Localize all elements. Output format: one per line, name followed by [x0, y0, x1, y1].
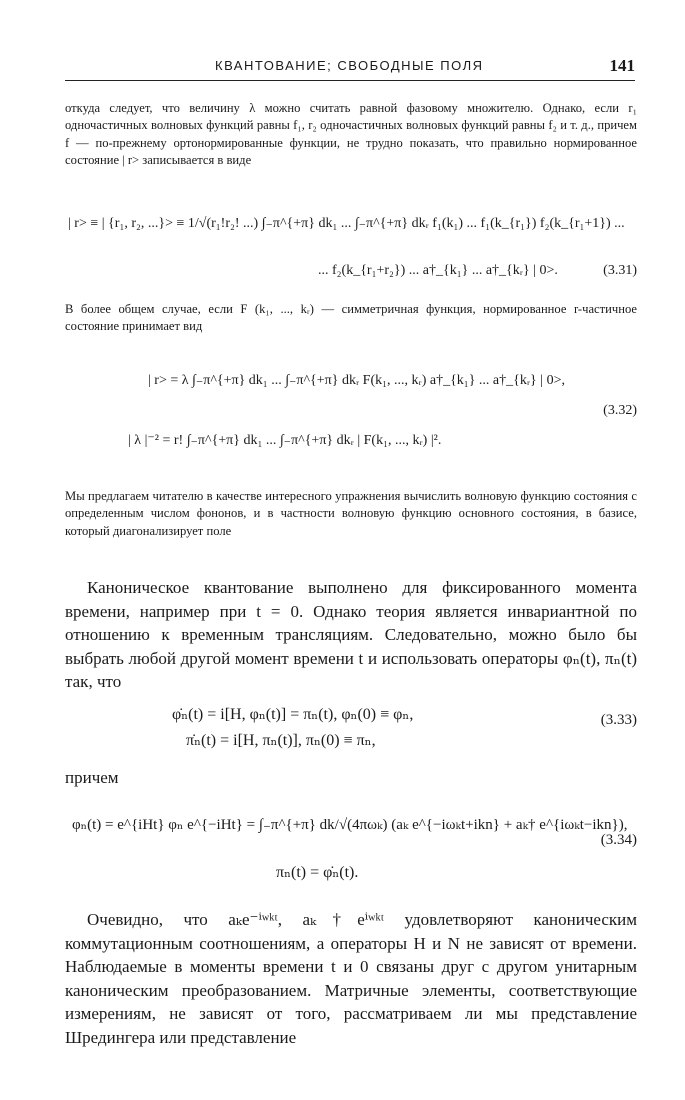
paragraph-6-text: Очевидно, что aₖe⁻ⁱʷᵏᵗ, aₖ†eⁱʷᵏᵗ удовлетворяют каноническим коммутационным соотношениям, а операторы H и N не зависят от времени. Наблюдаемые в моменты времени t и 0 связаны друг с другом унитарным каноническим преобразованием. Матричные элементы, соответствующие измерениям, не зависят от того, рассматриваем ли мы представление Шредингера или представление — [65, 910, 637, 1047]
paragraph-1-text: откуда следует, что величину λ можно считать равной фазовому множителю. Однако, если r₁ одночастичных волновых функций равны f₁, r₂ одночастичных волновых функций равны f₂ и т. д., причем f — по-прежнему ортонормированные функции, не трудно показать, что правильно нормированное состояние | r> записывается в виде — [65, 101, 637, 168]
equation-3-31-line-1: | r> ≡ | {r₁, r₂, ...}> ≡ 1/√(r₁!r₂! ...) ∫₋π^{+π} dk₁ ... ∫₋π^{+π} dkᵣ f₁(k₁) ... f₁(k_{r₁}) f₂(k_{r₁+1}) ... — [68, 216, 625, 231]
paragraph-3-text: Мы предлагаем читателю в качестве интересного упражнения вычислить волновую функцию состояния с определенным числом фононов, и в частности волновую функцию основного состояния, в базисе, который диагонализирует поле — [65, 489, 637, 538]
equation-3-32-line-2: | λ |⁻² = r! ∫₋π^{+π} dk₁ ... ∫₋π^{+π} dkᵣ | F(k₁, ..., kᵣ) |². — [128, 433, 442, 448]
equation-number-3-32: (3.32) — [603, 403, 637, 418]
equation-3-32-line-1: | r> = λ ∫₋π^{+π} dk₁ ... ∫₋π^{+π} dkᵣ F(k₁, ..., kᵣ) a†_{k₁} ... a†_{kᵣ} | 0>, — [148, 373, 565, 388]
equation-number-3-33: (3.33) — [600, 712, 637, 728]
header-rule — [65, 80, 635, 81]
paragraph-1 — [65, 100, 637, 170]
equation-number-3-31: (3.31) — [603, 263, 637, 278]
equation-number-3-34: (3.34) — [600, 832, 637, 848]
equation-3-34-line-1: φₙ(t) = e^{iHt} φₙ e^{−iHt} = ∫₋π^{+π} dk/√(4πωₖ) (aₖ e^{−iωₖt+ikn} + aₖ† e^{iωₖt−ikn}), — [72, 817, 628, 833]
paragraph-2-text: В более общем случае, если F (k₁, ..., kᵣ) — симметричная функция, нормированное r-частичное состояние принимает вид — [65, 302, 637, 334]
paragraph-5-text: причем — [65, 768, 119, 787]
paragraph-4 — [65, 576, 637, 694]
page-number: 141 — [609, 56, 635, 75]
paragraph-4-text: Каноническое квантование выполнено для фиксированного момента времени, например при t = 0. Однако теория является инвариантной по отношению к временным трансляциям. Следовательно, можно было бы выбрать любой другой момент времени t и использовать операторы φₙ(t), πₙ(t) так, что — [65, 578, 637, 691]
paragraph-2 — [65, 301, 637, 336]
equation-3-34-line-2: πₙ(t) = φ̇ₙ(t). — [276, 864, 359, 881]
equation-3-31-line-2: ... f₂(k_{r₁+r₂}) ... a†_{k₁} ... a†_{kᵣ} | 0>. — [318, 263, 558, 278]
equation-3-33-line-2: π̇ₙ(t) = i[H, πₙ(t)], πₙ(0) ≡ πₙ, — [186, 732, 376, 749]
paragraph-6 — [65, 908, 637, 1049]
equation-3-33-line-1: φ̇ₙ(t) = i[H, φₙ(t)] = πₙ(t), φₙ(0) ≡ φₙ, — [172, 706, 414, 723]
paragraph-5 — [65, 766, 637, 790]
running-title: КВАНТОВАНИЕ; СВОБОДНЫЕ ПОЛЯ — [215, 58, 484, 73]
paragraph-3 — [65, 488, 637, 540]
running-header — [65, 56, 635, 80]
